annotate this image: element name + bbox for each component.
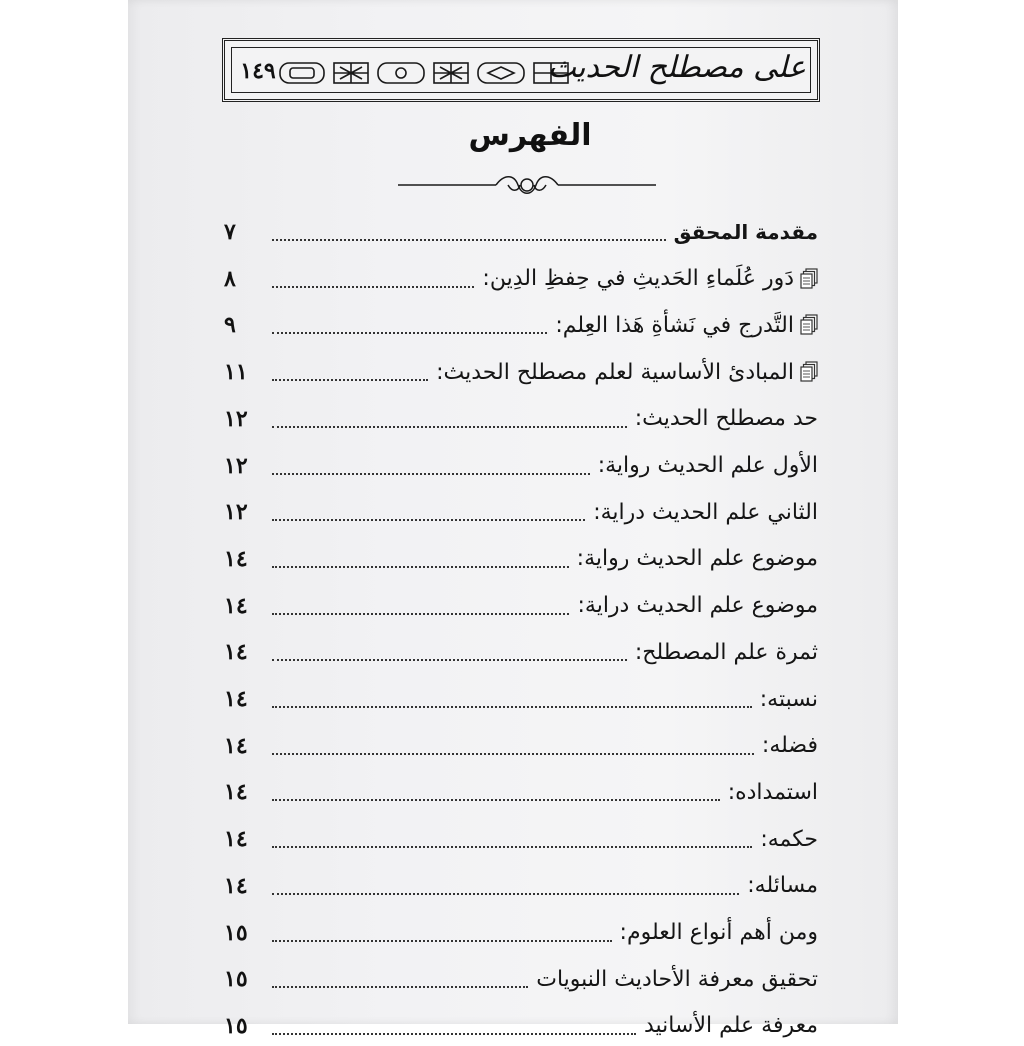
toc-entry-page-number: ١٤ bbox=[224, 732, 248, 759]
document-icon bbox=[800, 268, 818, 290]
dot-leader bbox=[272, 519, 585, 521]
toc-entry-page-number: ١٥ bbox=[224, 966, 248, 993]
toc-entry-page-number: ١٤ bbox=[224, 686, 248, 712]
ornament-cartouche-icon bbox=[378, 63, 424, 83]
toc-entry bbox=[224, 772, 818, 812]
dot-leader bbox=[272, 893, 739, 895]
toc-entry-title: نسبته: bbox=[759, 686, 818, 712]
heading-divider-ornament bbox=[396, 170, 658, 200]
toc-entry bbox=[224, 539, 818, 579]
toc-entry-title: حكمه: bbox=[760, 826, 818, 852]
toc-entry-title: تحقيق معرفة الأحاديث النبويات bbox=[536, 966, 818, 992]
toc-entry-title: ومن أهم أنواع العلوم: bbox=[619, 920, 818, 945]
dot-leader bbox=[272, 753, 754, 755]
header-ornament-band bbox=[276, 58, 574, 88]
toc-entry bbox=[224, 726, 818, 766]
toc-entry-title: مقدمة المحقق bbox=[673, 220, 818, 244]
toc-entry bbox=[224, 1006, 818, 1046]
toc-entry-page-number: ١٤ bbox=[224, 872, 248, 899]
book-title: على مصطلح الحديث bbox=[547, 50, 806, 85]
ornament-rosette-icon bbox=[280, 63, 324, 83]
toc-entry-title: مسائله: bbox=[747, 873, 818, 899]
dot-leader bbox=[272, 426, 627, 428]
toc-entry-title: الثاني علم الحديث دراية: bbox=[593, 499, 818, 525]
toc-entry bbox=[224, 492, 818, 532]
toc-entry-title: دَور عُلَماءِ الحَديثِ في حِفظِ الدِين: bbox=[482, 266, 794, 292]
toc-entry-title: استمداده: bbox=[727, 779, 818, 805]
ornament-lattice-icon bbox=[434, 63, 468, 83]
toc-entry bbox=[224, 679, 818, 719]
toc-entry bbox=[224, 399, 818, 439]
toc-entry bbox=[224, 819, 818, 859]
toc-entry bbox=[224, 305, 818, 345]
ornament-cartouche-icon bbox=[478, 63, 524, 83]
toc-entry-page-number: ١٥ bbox=[224, 919, 248, 946]
toc-entry-page-number: ١٥ bbox=[224, 1012, 248, 1039]
dot-leader bbox=[272, 379, 428, 381]
toc-entry-page-number: ٧ bbox=[224, 219, 236, 245]
toc-entry-page-number: ١٢ bbox=[224, 405, 248, 432]
toc-entry-title: التَّدرج في نَشأةِ هَذا العِلم: bbox=[555, 312, 794, 338]
dot-leader bbox=[272, 613, 569, 615]
ornament-lattice-icon bbox=[334, 63, 368, 83]
toc-entry-title: فضله: bbox=[761, 733, 818, 759]
document-icon bbox=[800, 361, 818, 383]
toc-entry bbox=[224, 212, 818, 252]
toc-entry-title: موضوع علم الحديث رواية: bbox=[576, 546, 818, 572]
toc-entry-page-number: ١٤ bbox=[224, 779, 248, 806]
dot-leader bbox=[272, 1033, 636, 1035]
toc-entry-title: المبادئ الأساسية لعلم مصطلح الحديث: bbox=[436, 359, 794, 385]
toc-entry-page-number: ٩ bbox=[224, 312, 236, 339]
toc-entry-page-number: ١٢ bbox=[224, 499, 248, 526]
toc-entry-page-number: ١٤ bbox=[224, 639, 248, 666]
toc-entry bbox=[224, 446, 818, 486]
toc-entry bbox=[224, 913, 818, 953]
toc-entry-page-number: ١٢ bbox=[224, 452, 248, 479]
document-icon bbox=[800, 314, 818, 336]
dot-leader bbox=[272, 940, 612, 942]
toc-entry-page-number: ١٤ bbox=[224, 826, 248, 853]
toc-entry-page-number: ٨ bbox=[224, 265, 236, 292]
dot-leader bbox=[272, 332, 547, 334]
dot-leader bbox=[272, 659, 627, 661]
dot-leader bbox=[272, 239, 666, 241]
toc-entry-title: معرفة علم الأسانيد bbox=[644, 1013, 818, 1039]
toc-entry bbox=[224, 632, 818, 672]
dot-leader bbox=[272, 473, 590, 475]
toc-entry-title: الأول علم الحديث رواية: bbox=[597, 453, 818, 478]
toc-entry bbox=[224, 586, 818, 626]
dot-leader bbox=[272, 986, 528, 988]
dot-leader bbox=[272, 846, 752, 848]
toc-entry bbox=[224, 352, 818, 392]
toc-entry-page-number: ١١ bbox=[224, 359, 248, 386]
toc-entry-page-number: ١٤ bbox=[224, 545, 248, 572]
dot-leader bbox=[272, 286, 474, 288]
page-number: ١٤٩ bbox=[240, 58, 276, 84]
toc-entry bbox=[224, 959, 818, 999]
toc-entry bbox=[224, 259, 818, 299]
toc-entry bbox=[224, 866, 818, 906]
toc-entry-title: حد مصطلح الحديث: bbox=[634, 406, 818, 432]
dot-leader bbox=[272, 799, 720, 801]
dot-leader bbox=[272, 706, 752, 708]
dot-leader bbox=[272, 566, 569, 568]
toc-entry-title: موضوع علم الحديث دراية: bbox=[577, 593, 818, 619]
toc-entry-page-number: ١٤ bbox=[224, 592, 248, 619]
toc-heading: الفهرس bbox=[468, 118, 592, 153]
toc-entry-title: ثمرة علم المصطلح: bbox=[634, 639, 818, 665]
